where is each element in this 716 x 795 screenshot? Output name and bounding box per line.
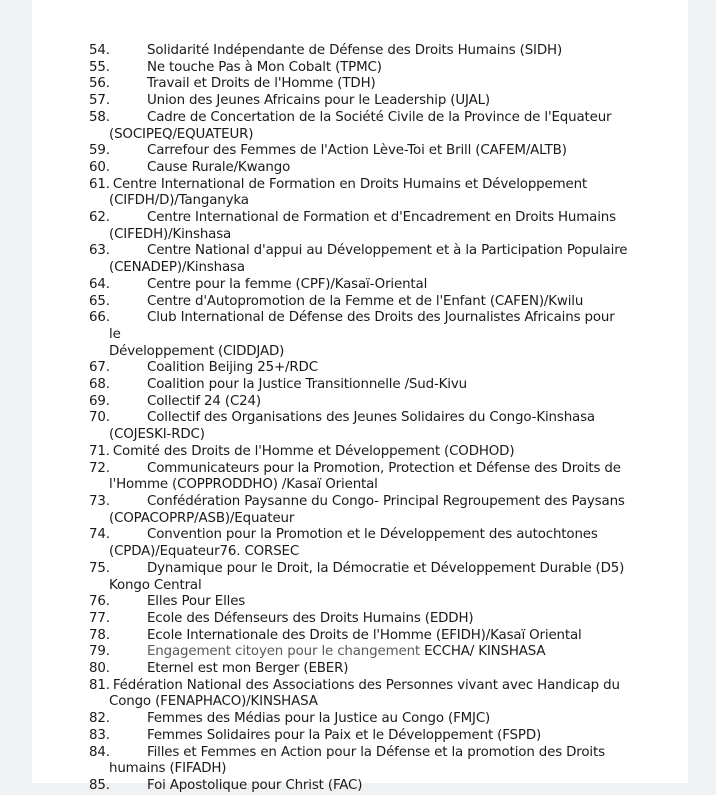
- item-text-continuation: (COPACOPRP/ASB)/Equateur: [109, 510, 295, 526]
- item-number: 83.: [89, 727, 110, 743]
- item-number: 62.: [89, 210, 110, 226]
- item-number: 70.: [89, 410, 110, 426]
- item-text: Fédération National des Associations des Personnes vivant avec Handicap du: [112, 677, 620, 693]
- item-number: 72.: [89, 460, 110, 476]
- item-number: 74.: [89, 527, 110, 543]
- item-text: Ecole des Défenseurs des Droits Humains (EDDH): [147, 610, 474, 626]
- list-item: [89, 611, 629, 628]
- item-text: Ecole Internationale des Droits de l'Homme (EFIDH)/Kasaï Oriental: [147, 627, 582, 643]
- item-number: 55.: [89, 59, 110, 75]
- list-item: [89, 644, 629, 661]
- item-number: 80.: [89, 661, 110, 677]
- list-item: [89, 410, 629, 443]
- list-item: [89, 243, 629, 276]
- item-text: Collectif des Organisations des Jeunes Solidaires du Congo-Kinshasa: [147, 410, 595, 426]
- list-item: [89, 594, 629, 611]
- item-text: Cause Rurale/Kwango: [147, 159, 291, 175]
- list-item: [89, 494, 629, 527]
- item-text: Centre pour la femme (CPF)/Kasaï-Oriental: [147, 276, 428, 292]
- list-item: [89, 728, 629, 745]
- item-text: Filles et Femmes en Action pour la Défense et la promotion des Droits: [147, 744, 605, 760]
- document-page: [32, 0, 688, 793]
- item-number: 54.: [89, 43, 110, 58]
- list-item: [89, 143, 629, 160]
- list-item: [89, 561, 629, 594]
- item-text-continuation: (SOCIPEQ/EQUATEUR): [109, 126, 254, 142]
- list-item: [89, 661, 629, 678]
- item-number: 65.: [89, 293, 110, 309]
- item-text: Centre International de Formation en Droits Humains et Développement: [112, 176, 588, 192]
- item-text-continuation: (CENADEP)/Kinshasa: [109, 260, 245, 276]
- list-item: [89, 160, 629, 177]
- item-text: Coalition pour la Justice Transitionnelle /Sud-Kivu: [147, 377, 467, 393]
- item-text-continuation: Kongo Central: [109, 577, 202, 593]
- item-number: 77.: [89, 610, 110, 626]
- list-item: [89, 377, 629, 394]
- list-item: [89, 277, 629, 294]
- item-text: Travail et Droits de l'Homme (TDH): [147, 76, 376, 92]
- item-number: 56.: [89, 76, 110, 92]
- item-text: Communicateurs pour la Promotion, Protection et Défense des Droits de: [147, 460, 621, 476]
- list-item: [89, 210, 629, 243]
- list-item: [89, 778, 629, 795]
- list-item: [89, 310, 629, 360]
- item-text: Union des Jeunes Africains pour le Leadership (UJAL): [147, 93, 490, 109]
- list-item: [89, 745, 629, 778]
- item-text: ECCHA/ KINSHASA: [424, 644, 546, 660]
- list-item: [89, 394, 629, 411]
- item-number: 64.: [89, 276, 110, 292]
- list-item: [89, 360, 629, 377]
- item-text-continuation: Congo (FENAPHACO)/KINSHASA: [109, 694, 318, 710]
- item-number: 60.: [89, 159, 110, 175]
- list-item: [89, 110, 629, 143]
- item-number: 57.: [89, 93, 110, 109]
- item-text: Cadre de Concertation de la Société Civile de la Province de l'Equateur: [147, 109, 612, 125]
- list-item: [89, 527, 629, 560]
- item-text: Femmes Solidaires pour la Paix et le Développement (FSPD): [147, 727, 542, 743]
- organization-list: [89, 43, 629, 795]
- item-text-continuation: (CIFEDH)/Kinshasa: [109, 226, 232, 242]
- item-number: 78.: [89, 627, 110, 643]
- item-text-grey: Engagement citoyen pour le changement: [147, 644, 425, 660]
- list-item: [89, 294, 629, 311]
- item-text-continuation: (CIFDH/D)/Tanganyka: [109, 193, 249, 209]
- item-text-continuation: Développement (CIDDJAD): [109, 343, 285, 359]
- list-item: [89, 43, 629, 60]
- item-text: Solidarité Indépendante de Défense des Droits Humains (SIDH): [147, 43, 563, 58]
- item-text-continuation: (COJESKI-RDC): [109, 427, 205, 443]
- item-text-continuation: humains (FIFADH): [109, 761, 227, 777]
- item-number: 67.: [89, 360, 110, 376]
- list-item: [89, 711, 629, 728]
- item-number: 63.: [89, 243, 110, 259]
- list-item: [89, 461, 629, 494]
- item-text-continuation: (CPDA)/Equateur76. CORSEC: [109, 544, 300, 560]
- item-text: Foi Apostolique pour Christ (FAC): [147, 777, 363, 793]
- item-number: 76.: [89, 594, 110, 610]
- item-text: Centre National d'appui au Développement et à la Participation Populaire: [147, 243, 628, 259]
- item-number: 71.: [89, 443, 110, 459]
- item-number: 68.: [89, 377, 110, 393]
- list-item: [89, 93, 629, 110]
- item-text: Confédération Paysanne du Congo- Principal Regroupement des Paysans: [147, 493, 625, 509]
- item-number: 81.: [89, 677, 110, 693]
- item-number: 79.: [89, 644, 110, 660]
- item-number: 84.: [89, 744, 110, 760]
- item-number: 85.: [89, 777, 110, 793]
- list-item: [89, 177, 629, 210]
- item-number: 75.: [89, 560, 110, 576]
- item-text: Dynamique pour le Droit, la Démocratie et Développement Durable (D5): [147, 560, 625, 576]
- item-text: Coalition Beijing 25+/RDC: [147, 360, 318, 376]
- item-number: 82.: [89, 711, 110, 727]
- item-text: Comité des Droits de l'Homme et Développement (CODHOD): [112, 443, 515, 459]
- item-text: Centre International de Formation et d'Encadrement en Droits Humains: [147, 210, 616, 226]
- list-item: [89, 678, 629, 711]
- item-text: Carrefour des Femmes de l'Action Lève-Toi et Brill (CAFEM/ALTB): [147, 143, 567, 159]
- list-item: [89, 60, 629, 77]
- item-number: 58.: [89, 109, 110, 125]
- list-item: [89, 76, 629, 93]
- list-item: [89, 444, 629, 461]
- item-number: 61.: [89, 176, 110, 192]
- item-text: Convention pour la Promotion et le Développement des autochtones: [147, 527, 598, 543]
- item-text: Centre d'Autopromotion de la Femme et de l'Enfant (CAFEN)/Kwilu: [147, 293, 584, 309]
- item-number: 66.: [89, 310, 110, 326]
- item-number: 69.: [89, 393, 110, 409]
- item-text: Collectif 24 (C24): [147, 393, 261, 409]
- item-text: Elles Pour Elles: [147, 594, 246, 610]
- item-text-continuation: l'Homme (COPPRODDHO) /Kasaï Oriental: [109, 477, 378, 493]
- item-number: 73.: [89, 493, 110, 509]
- item-text: Club International de Défense des Droits des Journalistes Africains pour le: [109, 310, 615, 342]
- item-text: Femmes des Médias pour la Justice au Congo (FMJC): [147, 711, 491, 727]
- list-item: [89, 628, 629, 645]
- item-number: 59.: [89, 143, 110, 159]
- item-text: Eternel est mon Berger (EBER): [147, 661, 349, 677]
- item-text: Ne touche Pas à Mon Cobalt (TPMC): [147, 59, 382, 75]
